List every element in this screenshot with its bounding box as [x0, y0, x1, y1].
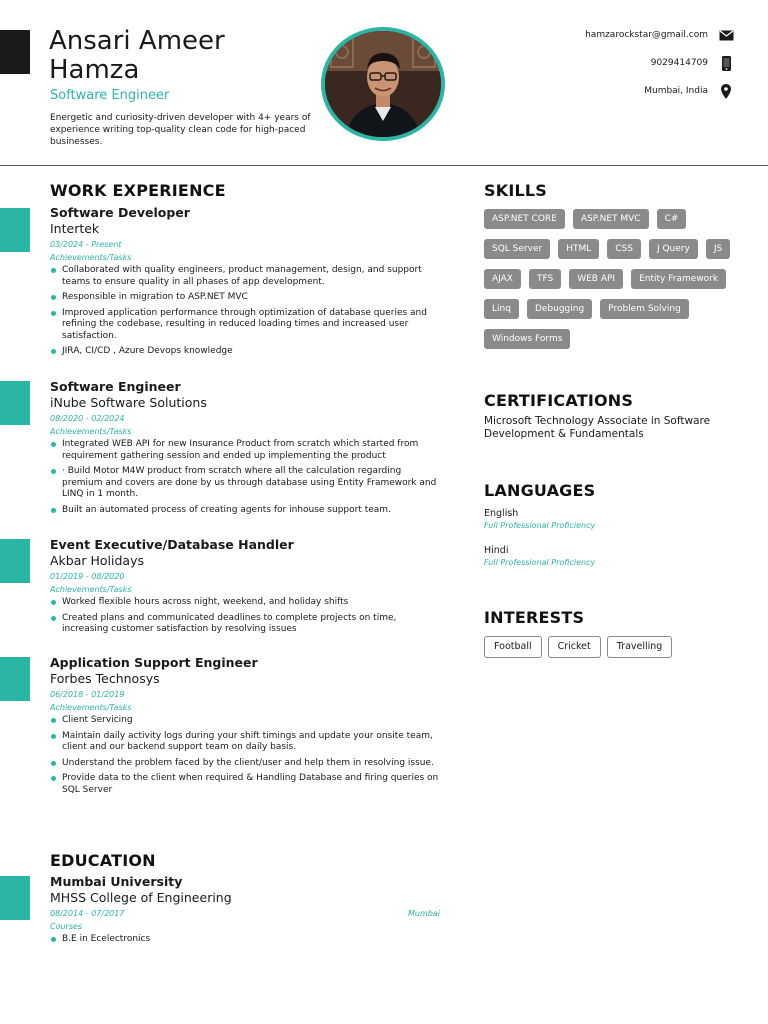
- skills-list: [484, 209, 734, 349]
- bullet: Created plans and communicated deadlines to complete projects on time, increasing customer satisfaction by resolving issues: [50, 613, 440, 636]
- envelope-icon: [718, 27, 734, 43]
- languages-heading: LANGUAGES: [484, 481, 596, 500]
- job-entry: [50, 379, 440, 520]
- bullet: Responsible in migration to ASP.NET MVC: [50, 292, 440, 304]
- job-dates: 01/2019 - 08/2020: [50, 572, 125, 581]
- certification-item: Microsoft Technology Associate in Software Development & Fundamentals: [484, 415, 711, 440]
- job-tasks-label: Achievements/Tasks: [50, 427, 132, 436]
- job-role: Software Engineer: [50, 379, 181, 394]
- bullet: Understand the problem faced by the client/user and help them in resolving issue.: [50, 758, 440, 770]
- education-school: Mumbai University: [50, 874, 183, 889]
- profile-summary: Energetic and curiosity-driven developer with 4+ years of experience writing top-quality clean code for high-paced businesses.: [50, 113, 311, 147]
- job-entry: [50, 205, 440, 362]
- bullet: Client Servicing: [50, 715, 440, 727]
- interest-tag: Travelling: [607, 636, 673, 658]
- job-company: Intertek: [50, 221, 100, 236]
- skill-tag: Problem Solving: [600, 299, 689, 319]
- job-entry: [50, 537, 440, 640]
- interest-tag: Cricket: [548, 636, 601, 658]
- skill-tag: AJAX: [484, 269, 521, 289]
- skill-tag: JS: [706, 239, 730, 259]
- bullet: Collaborated with quality engineers, product management, design, and support teams to ensure quality in all phases of app development.: [50, 265, 440, 288]
- bullet: Provide data to the client when required & Handling Database and firing queries on SQL Server: [50, 773, 440, 796]
- bullet: · Build Motor M4W product from scratch where all the calculation regarding premium and covers are done by us through database using Entity Framework and LINQ in 1 month.: [50, 466, 440, 501]
- job-dates: 03/2024 - Present: [50, 240, 122, 249]
- bullet: Built an automated process of creating agents for inhouse support team.: [50, 505, 440, 517]
- location-pin-icon: [718, 83, 734, 99]
- skill-tag: SQL Server: [484, 239, 550, 259]
- job-bullets: [50, 439, 440, 516]
- education-college: MHSS College of Engineering: [50, 890, 232, 905]
- education-entry: [50, 874, 440, 950]
- email-text: hamzarockstar@gmail.com: [585, 30, 708, 40]
- education-courses-label: Courses: [50, 922, 83, 931]
- contact-email[interactable]: [585, 27, 734, 43]
- job-role: Event Executive/Database Handler: [50, 537, 294, 552]
- bullet: Improved application performance through optimization of database queries and refining the codebase, resulting in reduced loading times and increased user satisfaction.: [50, 308, 440, 343]
- profile-photo-image: [325, 31, 441, 137]
- skill-tag: ASP.NET CORE: [484, 209, 565, 229]
- skill-tag: Debugging: [527, 299, 592, 319]
- candidate-name: [49, 27, 225, 85]
- education-heading: EDUCATION: [50, 851, 156, 870]
- education-bullets: [50, 934, 440, 946]
- job-accent-bar: [0, 208, 30, 252]
- skill-tag: Entity Framework: [631, 269, 726, 289]
- interests-heading: INTERESTS: [484, 608, 585, 627]
- language-item: [484, 545, 595, 567]
- skill-tag: HTML: [558, 239, 599, 259]
- job-dates: 08/2020 - 02/2024: [50, 414, 125, 423]
- phone-icon: [718, 55, 734, 71]
- header-accent-bar: [0, 30, 30, 74]
- job-tasks-label: Achievements/Tasks: [50, 585, 132, 594]
- job-title: Software Engineer: [50, 88, 170, 103]
- interests-list: [484, 636, 672, 658]
- name-line-2: Hamza: [49, 55, 140, 85]
- skill-tag: J Query: [649, 239, 698, 259]
- job-entry: [50, 655, 440, 800]
- language-name: English: [484, 508, 519, 519]
- bullet: Integrated WEB API for new Insurance Product from scratch which started from requirement gathering session and ended up implementing the product: [50, 439, 440, 462]
- job-dates: 06/2018 - 01/2019: [50, 690, 125, 699]
- job-role: Application Support Engineer: [50, 655, 258, 670]
- work-experience-heading: WORK EXPERIENCE: [50, 181, 226, 200]
- education-dates: 08/2014 - 07/2017: [50, 909, 125, 918]
- skill-tag: ASP.NET MVC: [573, 209, 649, 229]
- bullet: Worked flexible hours across night, weekend, and holiday shifts: [50, 597, 440, 609]
- contact-location: [644, 83, 734, 99]
- skill-tag: WEB API: [569, 269, 623, 289]
- skill-tag: TFS: [529, 269, 561, 289]
- job-tasks-label: Achievements/Tasks: [50, 703, 132, 712]
- interest-tag: Football: [484, 636, 542, 658]
- bullet: JIRA, CI/CD , Azure Devops knowledge: [50, 346, 440, 358]
- job-bullets: [50, 597, 440, 636]
- job-role: Software Developer: [50, 205, 190, 220]
- job-company: iNube Software Solutions: [50, 395, 207, 410]
- language-item: [484, 508, 595, 530]
- skill-tag: CSS: [607, 239, 641, 259]
- education-accent-bar: [0, 876, 30, 920]
- job-accent-bar: [0, 381, 30, 425]
- profile-photo: [321, 27, 445, 141]
- contact-phone[interactable]: [651, 55, 734, 71]
- skill-tag: Linq: [484, 299, 519, 319]
- skills-heading: SKILLS: [484, 181, 547, 200]
- certifications-heading: CERTIFICATIONS: [484, 391, 634, 410]
- job-company: Forbes Technosys: [50, 671, 160, 686]
- bullet: Maintain daily activity logs during your shift timings and update your onsite team, client and our backend support team on daily basis.: [50, 731, 440, 754]
- name-line-1: Ansari Ameer: [49, 26, 225, 56]
- job-tasks-label: Achievements/Tasks: [50, 253, 132, 262]
- skill-tag: C#: [657, 209, 687, 229]
- language-name: Hindi: [484, 545, 509, 556]
- header-divider: [0, 165, 768, 166]
- location-text: Mumbai, India: [644, 86, 708, 96]
- skill-tag: Windows Forms: [484, 329, 570, 349]
- job-accent-bar: [0, 539, 30, 583]
- language-level: Full Professional Proficiency: [484, 558, 596, 567]
- job-accent-bar: [0, 657, 30, 701]
- education-place: Mumbai: [408, 909, 440, 918]
- job-bullets: [50, 265, 440, 358]
- job-company: Akbar Holidays: [50, 553, 144, 568]
- language-level: Full Professional Proficiency: [484, 521, 596, 530]
- job-bullets: [50, 715, 440, 796]
- bullet: B.E in Ecelectronics: [50, 934, 440, 946]
- phone-text: 9029414709: [650, 58, 708, 68]
